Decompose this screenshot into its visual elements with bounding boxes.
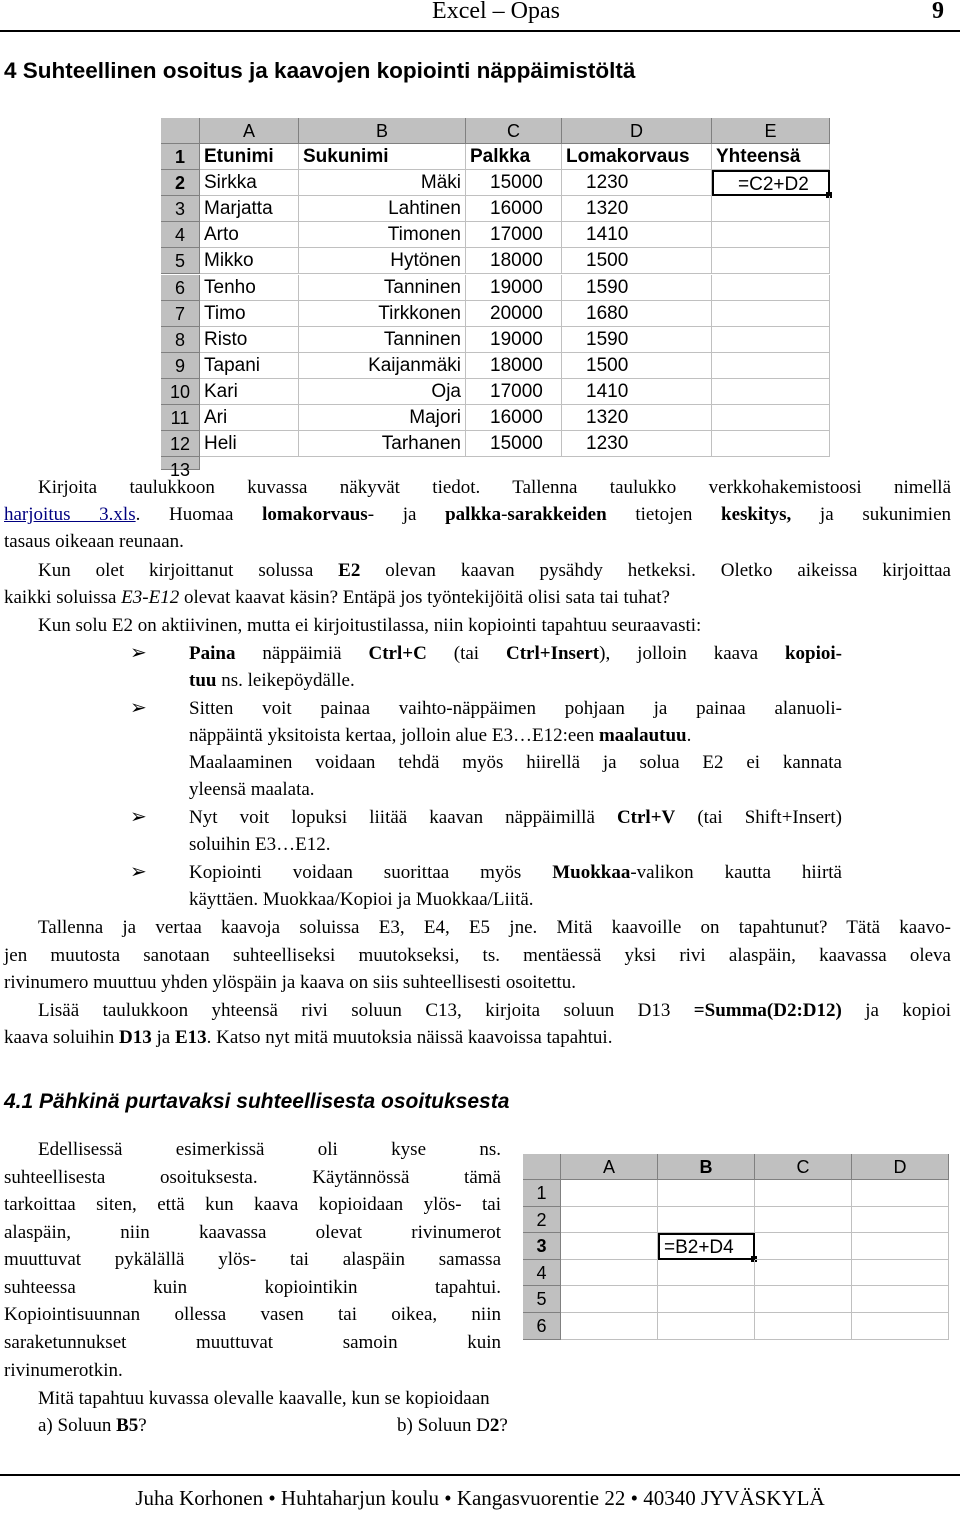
table-cell: Tanninen bbox=[299, 275, 466, 301]
table-cell: Timo bbox=[200, 301, 299, 327]
row-header: 9 bbox=[161, 353, 200, 379]
table-cell bbox=[658, 1180, 755, 1207]
arrow-bullet-icon: ➢ bbox=[130, 859, 147, 883]
question: Mitä tapahtuu kuvassa olevalle kaavalle, kun se kopioidaan bbox=[38, 1388, 490, 1409]
arrow-bullet-icon: ➢ bbox=[130, 640, 147, 664]
table-cell: Sirkka bbox=[200, 170, 299, 196]
table-cell: 1320 bbox=[562, 405, 712, 431]
column-header: A bbox=[561, 1154, 658, 1180]
column-header: E bbox=[712, 118, 830, 144]
table-cell: 17000 bbox=[466, 222, 562, 248]
row-header: 10 bbox=[161, 379, 200, 405]
body2-line: rivinumerotkin. bbox=[4, 1360, 123, 1381]
table-cell: Tirkkonen bbox=[299, 301, 466, 327]
table-cell: 15000 bbox=[466, 170, 562, 196]
header-cell: Yhteensä bbox=[712, 144, 830, 170]
table-cell bbox=[712, 431, 830, 457]
arrow-bullet-icon: ➢ bbox=[130, 695, 147, 719]
header-cell: Sukunimi bbox=[299, 144, 466, 170]
column-header: B bbox=[658, 1154, 755, 1180]
table-cell bbox=[561, 1260, 658, 1287]
table-cell bbox=[852, 1313, 949, 1340]
section-title: 4 Suhteellinen osoitus ja kaavojen kopiointi näppäimistöltä bbox=[4, 58, 636, 83]
table-cell bbox=[852, 1207, 949, 1234]
bullet-4-line-1: Kopiointi voidaan suorittaa myös Muokkaa-valikon kautta hiirtä bbox=[189, 862, 842, 883]
table-cell bbox=[712, 196, 830, 222]
header-cell: Palkka bbox=[466, 144, 562, 170]
table-cell: 18000 bbox=[466, 248, 562, 274]
table-cell: 1320 bbox=[562, 196, 712, 222]
body2-line: suhteellisesta osoituksesta. Käytännössä tämä bbox=[4, 1167, 501, 1188]
table-cell: Marjatta bbox=[200, 196, 299, 222]
table-cell: 19000 bbox=[466, 275, 562, 301]
paragraph-4-line-1: Tallenna ja vertaa kaavoja soluissa E3, E4, E5 jne. Mitä kaavoille on tapahtunut? Tätä kaavo- bbox=[38, 917, 951, 938]
paragraph-5-line-2: kaava soluihin D13 ja E13. Katso nyt mitä muutoksia näissä kaavoissa tapahtui. bbox=[4, 1027, 613, 1048]
row-header: 4 bbox=[161, 222, 200, 248]
row-header: 7 bbox=[161, 301, 200, 327]
bullet-3-line-2: soluihin E3…E12. bbox=[189, 834, 331, 855]
column-header: D bbox=[562, 118, 712, 144]
table-cell: 1590 bbox=[562, 275, 712, 301]
bullet-3-line-1: Nyt voit lopuksi liitää kaavan näppäimillä Ctrl+V (tai Shift+Insert) bbox=[189, 807, 842, 828]
paragraph-1-line-1: Kirjoita taulukkoon kuvassa näkyvät tiedot. Tallenna taulukko verkkohakemistoosi nimellä bbox=[38, 477, 951, 498]
table-cell bbox=[712, 222, 830, 248]
paragraph-1-line-2: harjoitus 3.xls. Huomaa lomakorvaus- ja palkka-sarakkeiden tietojen keskitys, ja sukunimien bbox=[4, 504, 951, 525]
footer-text: Juha Korhonen • Huhtaharjun koulu • Kangasvuorentie 22 • 40340 JYVÄSKYLÄ bbox=[135, 1486, 825, 1510]
table-cell bbox=[658, 1286, 755, 1313]
table-cell: 16000 bbox=[466, 196, 562, 222]
body2-line: Edellisessä esimerkissä oli kyse ns. bbox=[38, 1139, 501, 1160]
table-cell bbox=[755, 1286, 852, 1313]
table-cell: 1500 bbox=[562, 248, 712, 274]
header-cell: Etunimi bbox=[200, 144, 299, 170]
table-cell: Ari bbox=[200, 405, 299, 431]
table-cell: 1230 bbox=[562, 431, 712, 457]
table-cell: 1230 bbox=[562, 170, 712, 196]
column-header: C bbox=[466, 118, 562, 144]
body2-line: saraketunnukset muuttuvat samoin kuin bbox=[4, 1332, 501, 1353]
bullet-2-line-4: yleensä maalata. bbox=[189, 779, 315, 800]
table-cell bbox=[712, 275, 830, 301]
table-cell bbox=[561, 1286, 658, 1313]
table-cell bbox=[658, 1313, 755, 1340]
question-b: b) Soluun D2? bbox=[397, 1415, 508, 1436]
table-cell bbox=[755, 1233, 852, 1260]
table-cell: Tarhanen bbox=[299, 431, 466, 457]
table-cell bbox=[561, 1207, 658, 1234]
table-cell bbox=[658, 1260, 755, 1287]
page-number: 9 bbox=[932, 0, 944, 24]
paragraph-3: Kun solu E2 on aktiivinen, mutta ei kirjoitustilassa, niin kopiointi tapahtuu seuraavasti: bbox=[38, 615, 702, 636]
body2-line: muuttuvat pykälällä ylös- tai alaspäin samassa bbox=[4, 1249, 501, 1270]
table-cell bbox=[658, 1207, 755, 1234]
paragraph-4-line-3: rivinumero muuttuu yhden ylöspäin ja kaava on siis suhteellisesti osoitettu. bbox=[4, 972, 577, 993]
active-cell: =C2+D2 bbox=[712, 170, 830, 196]
table-cell bbox=[755, 1207, 852, 1234]
bullet-2-line-2: näppäintä yksitoista kertaa, jolloin alue E3…E12:een maalautuu. bbox=[189, 725, 692, 746]
paragraph-4-line-2: jen muutosta sanotaan suhteelliseksi muutokseksi, ts. mentäessä yksi rivi alaspäin, kaavassa oleva bbox=[4, 945, 951, 966]
row-header: 8 bbox=[161, 327, 200, 353]
table-cell bbox=[712, 327, 830, 353]
table-cell: Mäki bbox=[299, 170, 466, 196]
column-header: B bbox=[299, 118, 466, 144]
body2-line: Kopiointisuunnan ollessa vasen tai oikea, niin bbox=[4, 1304, 501, 1325]
table-cell: 1680 bbox=[562, 301, 712, 327]
table-cell bbox=[852, 1180, 949, 1207]
table-cell bbox=[852, 1260, 949, 1287]
table-cell: 1590 bbox=[562, 327, 712, 353]
row-header: 3 bbox=[161, 196, 200, 222]
table-cell: 17000 bbox=[466, 379, 562, 405]
row-header: 6 bbox=[523, 1313, 561, 1340]
row-header: 4 bbox=[523, 1260, 561, 1287]
corner-cell bbox=[523, 1154, 561, 1180]
bullet-4-line-2: käyttäen. Muokkaa/Kopioi ja Muokkaa/Liitä. bbox=[189, 889, 534, 910]
table-cell: Tapani bbox=[200, 353, 299, 379]
row-header: 3 bbox=[523, 1233, 561, 1260]
paragraph-2-line-2: kaikki soluissa E3-E12 olevat kaavat käsin? Entäpä jos työntekijöitä olisi sata tai tuhat? bbox=[4, 587, 670, 608]
subsection-title: 4.1 Pähkinä purtavaksi suhteellisesta osoituksesta bbox=[4, 1090, 510, 1113]
row-header: 2 bbox=[161, 170, 200, 196]
table-cell: Mikko bbox=[200, 248, 299, 274]
table-cell bbox=[755, 1313, 852, 1340]
body2-line: tarkoittaa siten, että kun kaava kopioidaan ylös- tai bbox=[4, 1194, 501, 1215]
paragraph-5-line-1: Lisää taulukkoon yhteensä rivi soluun C13, kirjoita soluun D13 =Summa(D2:D12) ja kopioi bbox=[38, 1000, 951, 1021]
spreadsheet-names bbox=[161, 118, 809, 481]
table-cell: Kaijanmäki bbox=[299, 353, 466, 379]
table-cell: 20000 bbox=[466, 301, 562, 327]
table-cell: Majori bbox=[299, 405, 466, 431]
table-cell bbox=[561, 1313, 658, 1340]
table-cell: Lahtinen bbox=[299, 196, 466, 222]
body2-line: alaspäin, niin kaavassa olevat rivinumerot bbox=[4, 1222, 501, 1243]
bullet-2-line-1: Sitten voit painaa vaihto-näppäimen pohjaan ja painaa alanuoli- bbox=[189, 698, 842, 719]
row-header: 12 bbox=[161, 431, 200, 457]
row-header: 2 bbox=[523, 1207, 561, 1234]
table-cell: Timonen bbox=[299, 222, 466, 248]
question-a: a) Soluun B5? bbox=[38, 1415, 147, 1436]
table-cell: 16000 bbox=[466, 405, 562, 431]
table-cell: Kari bbox=[200, 379, 299, 405]
body2-line: suhteessa kuin kopiointikin tapahtui. bbox=[4, 1277, 501, 1298]
table-cell: Risto bbox=[200, 327, 299, 353]
header-title: Excel – Opas bbox=[432, 0, 560, 24]
spreadsheet-formula-example bbox=[523, 1154, 950, 1340]
row-header: 1 bbox=[523, 1180, 561, 1207]
row-header: 5 bbox=[161, 248, 200, 274]
bullet-1-line-1: Paina näppäimiä Ctrl+C (tai Ctrl+Insert), jolloin kaava kopioi- bbox=[189, 643, 842, 664]
active-cell: =B2+D4 bbox=[658, 1233, 755, 1260]
table-cell: Tanninen bbox=[299, 327, 466, 353]
column-header: C bbox=[755, 1154, 852, 1180]
bullet-1-line-2: tuu ns. leikepöydälle. bbox=[189, 670, 355, 691]
table-cell: 19000 bbox=[466, 327, 562, 353]
bullet-2-line-3: Maalaaminen voidaan tehdä myös hiirellä ja solua E2 ei kannata bbox=[189, 752, 842, 773]
table-cell bbox=[712, 405, 830, 431]
paragraph-1-line-3: tasaus oikeaan reunaan. bbox=[4, 531, 184, 552]
table-cell: Tenho bbox=[200, 275, 299, 301]
table-cell bbox=[561, 1180, 658, 1207]
paragraph-2-line-1: Kun olet kirjoittanut solussa E2 olevan kaavan pysähdy hetkeksi. Oletko aikeissa kirjoittaa bbox=[38, 560, 951, 581]
table-cell bbox=[712, 301, 830, 327]
table-cell bbox=[712, 248, 830, 274]
table-cell: 18000 bbox=[466, 353, 562, 379]
table-cell: Heli bbox=[200, 431, 299, 457]
table-cell: 1500 bbox=[562, 353, 712, 379]
row-header: 13 bbox=[161, 457, 200, 470]
row-header: 6 bbox=[161, 275, 200, 301]
table-cell bbox=[712, 379, 830, 405]
table-cell: Hytönen bbox=[299, 248, 466, 274]
arrow-bullet-icon: ➢ bbox=[130, 804, 147, 828]
table-cell bbox=[852, 1233, 949, 1260]
table-cell bbox=[755, 1180, 852, 1207]
row-header: 5 bbox=[523, 1286, 561, 1313]
table-cell: Arto bbox=[200, 222, 299, 248]
header-cell: Lomakorvaus bbox=[562, 144, 712, 170]
header-rule bbox=[0, 30, 960, 32]
file-link[interactable]: harjoitus 3.xls bbox=[4, 504, 136, 525]
column-header: D bbox=[852, 1154, 949, 1180]
column-header: A bbox=[200, 118, 299, 144]
table-cell bbox=[712, 353, 830, 379]
table-cell bbox=[561, 1233, 658, 1260]
row-header: 1 bbox=[161, 144, 200, 170]
table-cell: 1410 bbox=[562, 379, 712, 405]
table-cell bbox=[755, 1260, 852, 1287]
table-cell: 1410 bbox=[562, 222, 712, 248]
table-cell: 15000 bbox=[466, 431, 562, 457]
corner-cell bbox=[161, 118, 200, 144]
table-cell bbox=[852, 1286, 949, 1313]
row-header: 11 bbox=[161, 405, 200, 431]
table-cell: Oja bbox=[299, 379, 466, 405]
footer-rule bbox=[0, 1474, 960, 1476]
